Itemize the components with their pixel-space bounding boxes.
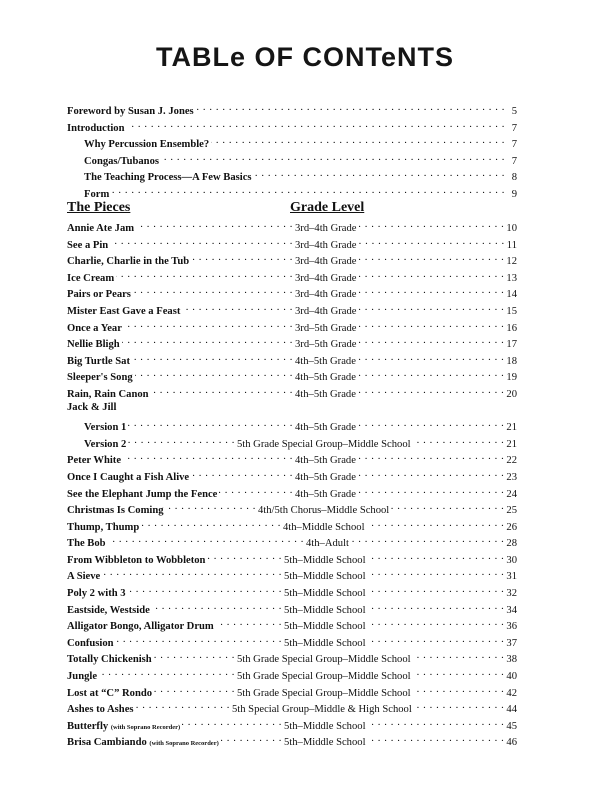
- piece-title: Charlie, Charlie in the Tub: [67, 256, 190, 268]
- toc-entry[interactable]: [67, 733, 517, 750]
- dot-leader: [136, 700, 230, 712]
- page-number: 36: [506, 621, 517, 633]
- piece-title: The Bob: [67, 538, 106, 550]
- toc-entry[interactable]: [67, 368, 517, 385]
- piece-title: See a Pin: [67, 239, 109, 251]
- dot-leader: [254, 168, 505, 180]
- toc-entry[interactable]: [67, 402, 517, 419]
- page-title: TABLe OF CONTeNTS: [156, 42, 454, 72]
- piece-title: Christmas Is Coming: [67, 505, 164, 517]
- dot-leader: [191, 468, 293, 480]
- entry-title: [67, 654, 152, 665]
- grade-level: 5th–Middle School: [284, 737, 366, 749]
- toc-entry[interactable]: [67, 252, 517, 269]
- dot-leader: [124, 319, 293, 331]
- grade-level-header: Grade Level: [290, 200, 365, 215]
- entry-title: [67, 389, 149, 400]
- page-number: 19: [506, 372, 517, 384]
- grade-level: 5th Grade Special Group–Middle School: [237, 654, 411, 666]
- dot-leader: [368, 733, 505, 745]
- toc-entry[interactable]: [67, 102, 517, 119]
- piece-title: Lost at “C” Rondo: [67, 687, 153, 699]
- toc-entry[interactable]: [67, 485, 517, 502]
- pieces-list: [67, 219, 517, 750]
- dot-leader: [368, 551, 505, 563]
- dot-leader: [358, 368, 505, 380]
- grade-level: 5th–Middle School: [284, 588, 366, 600]
- entry-title: [67, 306, 180, 317]
- toc-entry[interactable]: [67, 219, 517, 236]
- dot-leader: [154, 684, 235, 696]
- piece-title: Once a Year: [67, 322, 122, 334]
- piece-title: Jack & Jill: [67, 401, 117, 413]
- entry-title: [67, 721, 180, 732]
- toc-entry[interactable]: [67, 435, 517, 452]
- page-number: 18: [506, 355, 517, 367]
- grade-level: 4th–5th Grade: [295, 471, 356, 483]
- toc-entry[interactable]: [67, 285, 517, 302]
- piece-title: From Wibbleton to Wobbleton: [67, 554, 206, 566]
- dot-leader: [132, 352, 293, 364]
- dot-leader: [152, 601, 282, 613]
- dot-leader: [358, 285, 504, 297]
- page-number: 23: [506, 471, 517, 483]
- piece-title: Ashes to Ashes: [67, 704, 134, 716]
- piece-title: Alligator Bongo, Alligator Drum: [67, 621, 214, 633]
- piece-title: Ice Cream: [67, 272, 115, 284]
- page-number: 16: [506, 322, 517, 334]
- piece-title: Butterfly: [67, 720, 109, 732]
- page-number: 10: [506, 223, 517, 234]
- page-number: 9: [511, 188, 517, 200]
- toc-entry[interactable]: [67, 451, 517, 468]
- dot-leader: [358, 418, 505, 430]
- entry-title: [67, 588, 126, 599]
- toc-entry[interactable]: [67, 534, 517, 551]
- piece-title: A Sieve: [67, 571, 101, 583]
- dot-leader: [358, 352, 505, 364]
- piece-title: Brisa Cambiando: [67, 737, 147, 749]
- grade-level: 5th Grade Special Group–Middle School: [237, 438, 411, 450]
- grade-level: 4th–Adult: [306, 538, 349, 550]
- grade-level: 3rd–4th Grade: [295, 289, 357, 301]
- page-number: 32: [506, 588, 517, 600]
- entry-title: [67, 356, 130, 367]
- grade-level: 4th–5th Grade: [295, 422, 356, 434]
- grade-level: 4th–5th Grade: [295, 372, 356, 384]
- grade-level: 4th–5th Grade: [295, 455, 356, 467]
- page-number: 15: [506, 305, 517, 317]
- page-number: 20: [506, 388, 517, 400]
- toc-entry[interactable]: [67, 601, 517, 618]
- entry-title: Introduction: [67, 122, 125, 134]
- grade-level: 3rd–5th Grade: [295, 322, 357, 334]
- toc-entry[interactable]: [67, 700, 517, 717]
- toc-entry[interactable]: [67, 335, 517, 352]
- page-number: 37: [506, 637, 517, 649]
- grade-level: 3rd–5th Grade: [295, 339, 357, 351]
- dot-leader: [122, 335, 293, 347]
- grade-level: 4th–5th Grade: [295, 355, 356, 367]
- piece-title: Eastside, Westside: [67, 604, 150, 616]
- piece-title: Annie Ate Jam: [67, 223, 135, 234]
- page-number: 7: [511, 155, 517, 167]
- entry-title: [67, 621, 214, 632]
- dot-leader: [123, 451, 293, 463]
- entry-title: [67, 688, 152, 699]
- piece-title: Mister East Gave a Feast: [67, 305, 181, 317]
- page-number: 28: [506, 538, 517, 550]
- entry-title: [67, 339, 120, 350]
- grade-level: 5th–Middle School: [284, 621, 366, 633]
- entry-title: [67, 372, 133, 383]
- dot-leader: [219, 485, 293, 497]
- toc-entry[interactable]: [67, 468, 517, 485]
- toc-entry[interactable]: [67, 518, 517, 535]
- dot-leader: [111, 185, 505, 197]
- dot-leader: [358, 385, 505, 397]
- dot-leader: [182, 717, 282, 729]
- dot-leader: [182, 302, 293, 314]
- dot-leader: [358, 236, 504, 248]
- piece-title: Pairs or Pears: [67, 289, 131, 301]
- dot-leader: [191, 252, 293, 264]
- page-number: 21: [506, 438, 517, 450]
- entry-title: Form: [84, 188, 110, 200]
- dot-leader: [413, 667, 505, 679]
- dot-leader: [211, 135, 505, 147]
- page-number: 5: [511, 106, 517, 117]
- page-number: 7: [511, 122, 517, 134]
- toc-entry[interactable]: [67, 119, 517, 136]
- entry-title: Congas/Tubanos: [84, 155, 159, 167]
- entry-title: [67, 605, 150, 616]
- piece-title: Jungle: [67, 671, 98, 683]
- dot-leader: [161, 152, 505, 164]
- dot-leader: [99, 667, 235, 679]
- toc-entry[interactable]: [67, 135, 517, 152]
- piece-title: See the Elephant Jump the Fence: [67, 488, 218, 500]
- toc-entry[interactable]: [67, 667, 517, 684]
- dot-leader: [358, 269, 504, 281]
- grade-level: 3rd–4th Grade: [295, 223, 357, 234]
- dot-leader: [102, 567, 282, 579]
- page-number: 12: [506, 256, 517, 268]
- dot-leader: [358, 335, 504, 347]
- page-number: 31: [506, 571, 517, 583]
- toc-entry[interactable]: [67, 168, 517, 185]
- entry-title: [67, 489, 217, 500]
- dot-leader: [154, 650, 235, 662]
- page-number: 14: [506, 289, 517, 301]
- page-number: 44: [506, 704, 517, 716]
- dot-leader: [108, 534, 304, 546]
- entry-title: [67, 472, 189, 483]
- entry-title: [67, 522, 139, 533]
- dot-leader: [141, 518, 281, 530]
- dot-leader: [358, 319, 504, 331]
- dot-leader: [128, 584, 282, 596]
- piece-title: Totally Chickenish: [67, 654, 152, 666]
- dot-leader: [358, 219, 504, 231]
- page-number: 11: [506, 239, 517, 251]
- piece-title: Version 1: [84, 422, 127, 434]
- dot-leader: [368, 717, 505, 729]
- dot-leader: [358, 485, 505, 497]
- page-number: 24: [506, 488, 517, 500]
- page-number: 45: [506, 720, 517, 732]
- entry-title: [67, 538, 106, 549]
- entry-title: [67, 240, 108, 251]
- toc-entry[interactable]: [67, 152, 517, 169]
- dot-leader: [166, 501, 256, 513]
- entry-title: Foreword by Susan J. Jones: [67, 106, 194, 117]
- entry-title: [67, 638, 114, 649]
- grade-level: 4th–5th Grade: [295, 388, 356, 400]
- dot-leader: [127, 119, 506, 131]
- page-number: 30: [506, 554, 517, 566]
- grade-level: 5th Special Group–Middle & High School: [232, 704, 412, 716]
- page-number: 8: [511, 172, 517, 184]
- dot-leader: [358, 302, 504, 314]
- entry-title: [67, 455, 121, 466]
- piece-title: Version 2: [84, 438, 127, 450]
- dot-leader: [116, 634, 282, 646]
- dot-leader: [128, 418, 293, 430]
- toc-entry[interactable]: [67, 352, 517, 369]
- page-number: 38: [506, 654, 517, 666]
- piece-title: Thump, Thump: [67, 521, 140, 533]
- dot-leader: [133, 285, 293, 297]
- toc-entry[interactable]: [67, 236, 517, 253]
- page-number: 42: [506, 687, 517, 699]
- toc-entry[interactable]: [67, 302, 517, 319]
- toc-entry[interactable]: [67, 319, 517, 336]
- page-number: 25: [506, 505, 517, 517]
- dot-leader: [196, 102, 505, 114]
- grade-level: 3rd–4th Grade: [295, 256, 357, 268]
- dot-leader: [367, 518, 505, 530]
- entry-title: [67, 422, 126, 433]
- dot-leader: [414, 700, 505, 712]
- grade-level: 3rd–4th Grade: [295, 239, 357, 251]
- grade-level: 4th/5th Chorus–Middle School: [258, 505, 390, 517]
- piece-title: Big Turtle Sat: [67, 355, 130, 367]
- dot-leader: [413, 684, 505, 696]
- toc-entry[interactable]: [67, 717, 517, 734]
- dot-leader: [368, 567, 505, 579]
- dot-leader: [207, 551, 282, 563]
- page-number: 46: [506, 737, 517, 749]
- piece-title: Sleeper's Song: [67, 372, 133, 384]
- dot-leader: [368, 634, 505, 646]
- grade-level: 3rd–4th Grade: [295, 272, 357, 284]
- grade-level: 5th Grade Special Group–Middle School: [237, 671, 411, 683]
- dot-leader: [128, 435, 235, 447]
- piece-title: Poly 2 with 3: [67, 588, 126, 600]
- entry-title: [67, 704, 134, 715]
- page-number: 13: [506, 272, 517, 284]
- toc-entry[interactable]: [67, 385, 517, 402]
- entry-title: [67, 505, 164, 516]
- piece-title: Peter White: [67, 455, 122, 467]
- entry-title: [67, 256, 189, 267]
- toc-entry[interactable]: [67, 584, 517, 601]
- page-number: 7: [511, 139, 517, 151]
- dot-leader: [368, 617, 505, 629]
- entry-title: [67, 273, 114, 284]
- toc-entry[interactable]: [67, 634, 517, 651]
- pieces-header: The Pieces: [67, 200, 131, 215]
- dot-leader: [151, 385, 293, 397]
- entry-title: [67, 402, 116, 413]
- dot-leader: [216, 617, 282, 629]
- entry-title: [67, 439, 126, 450]
- toc-entry[interactable]: [67, 418, 517, 435]
- dot-leader: [368, 601, 505, 613]
- entry-note: (with Soprano Recorder): [149, 740, 219, 748]
- page-number: 34: [506, 604, 517, 616]
- dot-leader: [136, 219, 293, 231]
- grade-level: 5th–Middle School: [284, 604, 366, 616]
- piece-title: Nellie Bligh: [67, 339, 120, 351]
- dot-leader: [351, 534, 504, 546]
- grade-level: 5th–Middle School: [284, 571, 366, 583]
- dot-leader: [110, 236, 293, 248]
- front-matter-list: [67, 102, 517, 202]
- toc-entry[interactable]: [67, 551, 517, 568]
- dot-leader: [358, 252, 504, 264]
- grade-level: 5th–Middle School: [284, 554, 366, 566]
- entry-title: [67, 289, 131, 300]
- toc-entry[interactable]: [67, 650, 517, 667]
- dot-leader: [135, 368, 293, 380]
- grade-level: 3rd–4th Grade: [295, 305, 357, 317]
- entry-note: (with Soprano Recorder): [110, 723, 181, 731]
- entry-title: [67, 737, 219, 748]
- dot-leader: [368, 584, 505, 596]
- piece-title: Once I Caught a Fish Alive: [67, 471, 190, 483]
- grade-level: 5th Grade Special Group–Middle School: [237, 687, 411, 699]
- dot-leader: [358, 451, 505, 463]
- grade-level: 5th–Middle School: [284, 720, 366, 732]
- dot-leader: [116, 269, 293, 281]
- page-number: 22: [506, 455, 517, 467]
- entry-title: [67, 671, 97, 682]
- entry-title: Why Percussion Ensemble?: [84, 139, 210, 151]
- entry-title: [67, 223, 134, 234]
- dot-leader: [391, 501, 504, 513]
- page-number: 26: [506, 521, 517, 533]
- page-number: 40: [506, 671, 517, 683]
- toc-entry[interactable]: [67, 617, 517, 634]
- piece-title: Confusion: [67, 637, 114, 649]
- entry-title: [67, 555, 205, 566]
- grade-level: 4th–5th Grade: [295, 488, 356, 500]
- entry-title: [67, 571, 100, 582]
- grade-level: 4th–Middle School: [283, 521, 365, 533]
- toc-entry[interactable]: [67, 501, 517, 518]
- entry-title: [67, 323, 122, 334]
- dot-leader: [221, 733, 282, 745]
- entry-title: The Teaching Process—A Few Basics: [84, 172, 252, 184]
- grade-level: 5th–Middle School: [284, 637, 366, 649]
- page-number: 17: [506, 339, 517, 351]
- dot-leader: [413, 650, 505, 662]
- toc-entry[interactable]: [67, 567, 517, 584]
- page-number: 21: [506, 422, 517, 434]
- dot-leader: [413, 435, 505, 447]
- toc-entry[interactable]: [67, 269, 517, 286]
- toc-entry[interactable]: [67, 684, 517, 701]
- dot-leader: [358, 468, 505, 480]
- piece-title: Rain, Rain Canon: [67, 388, 149, 400]
